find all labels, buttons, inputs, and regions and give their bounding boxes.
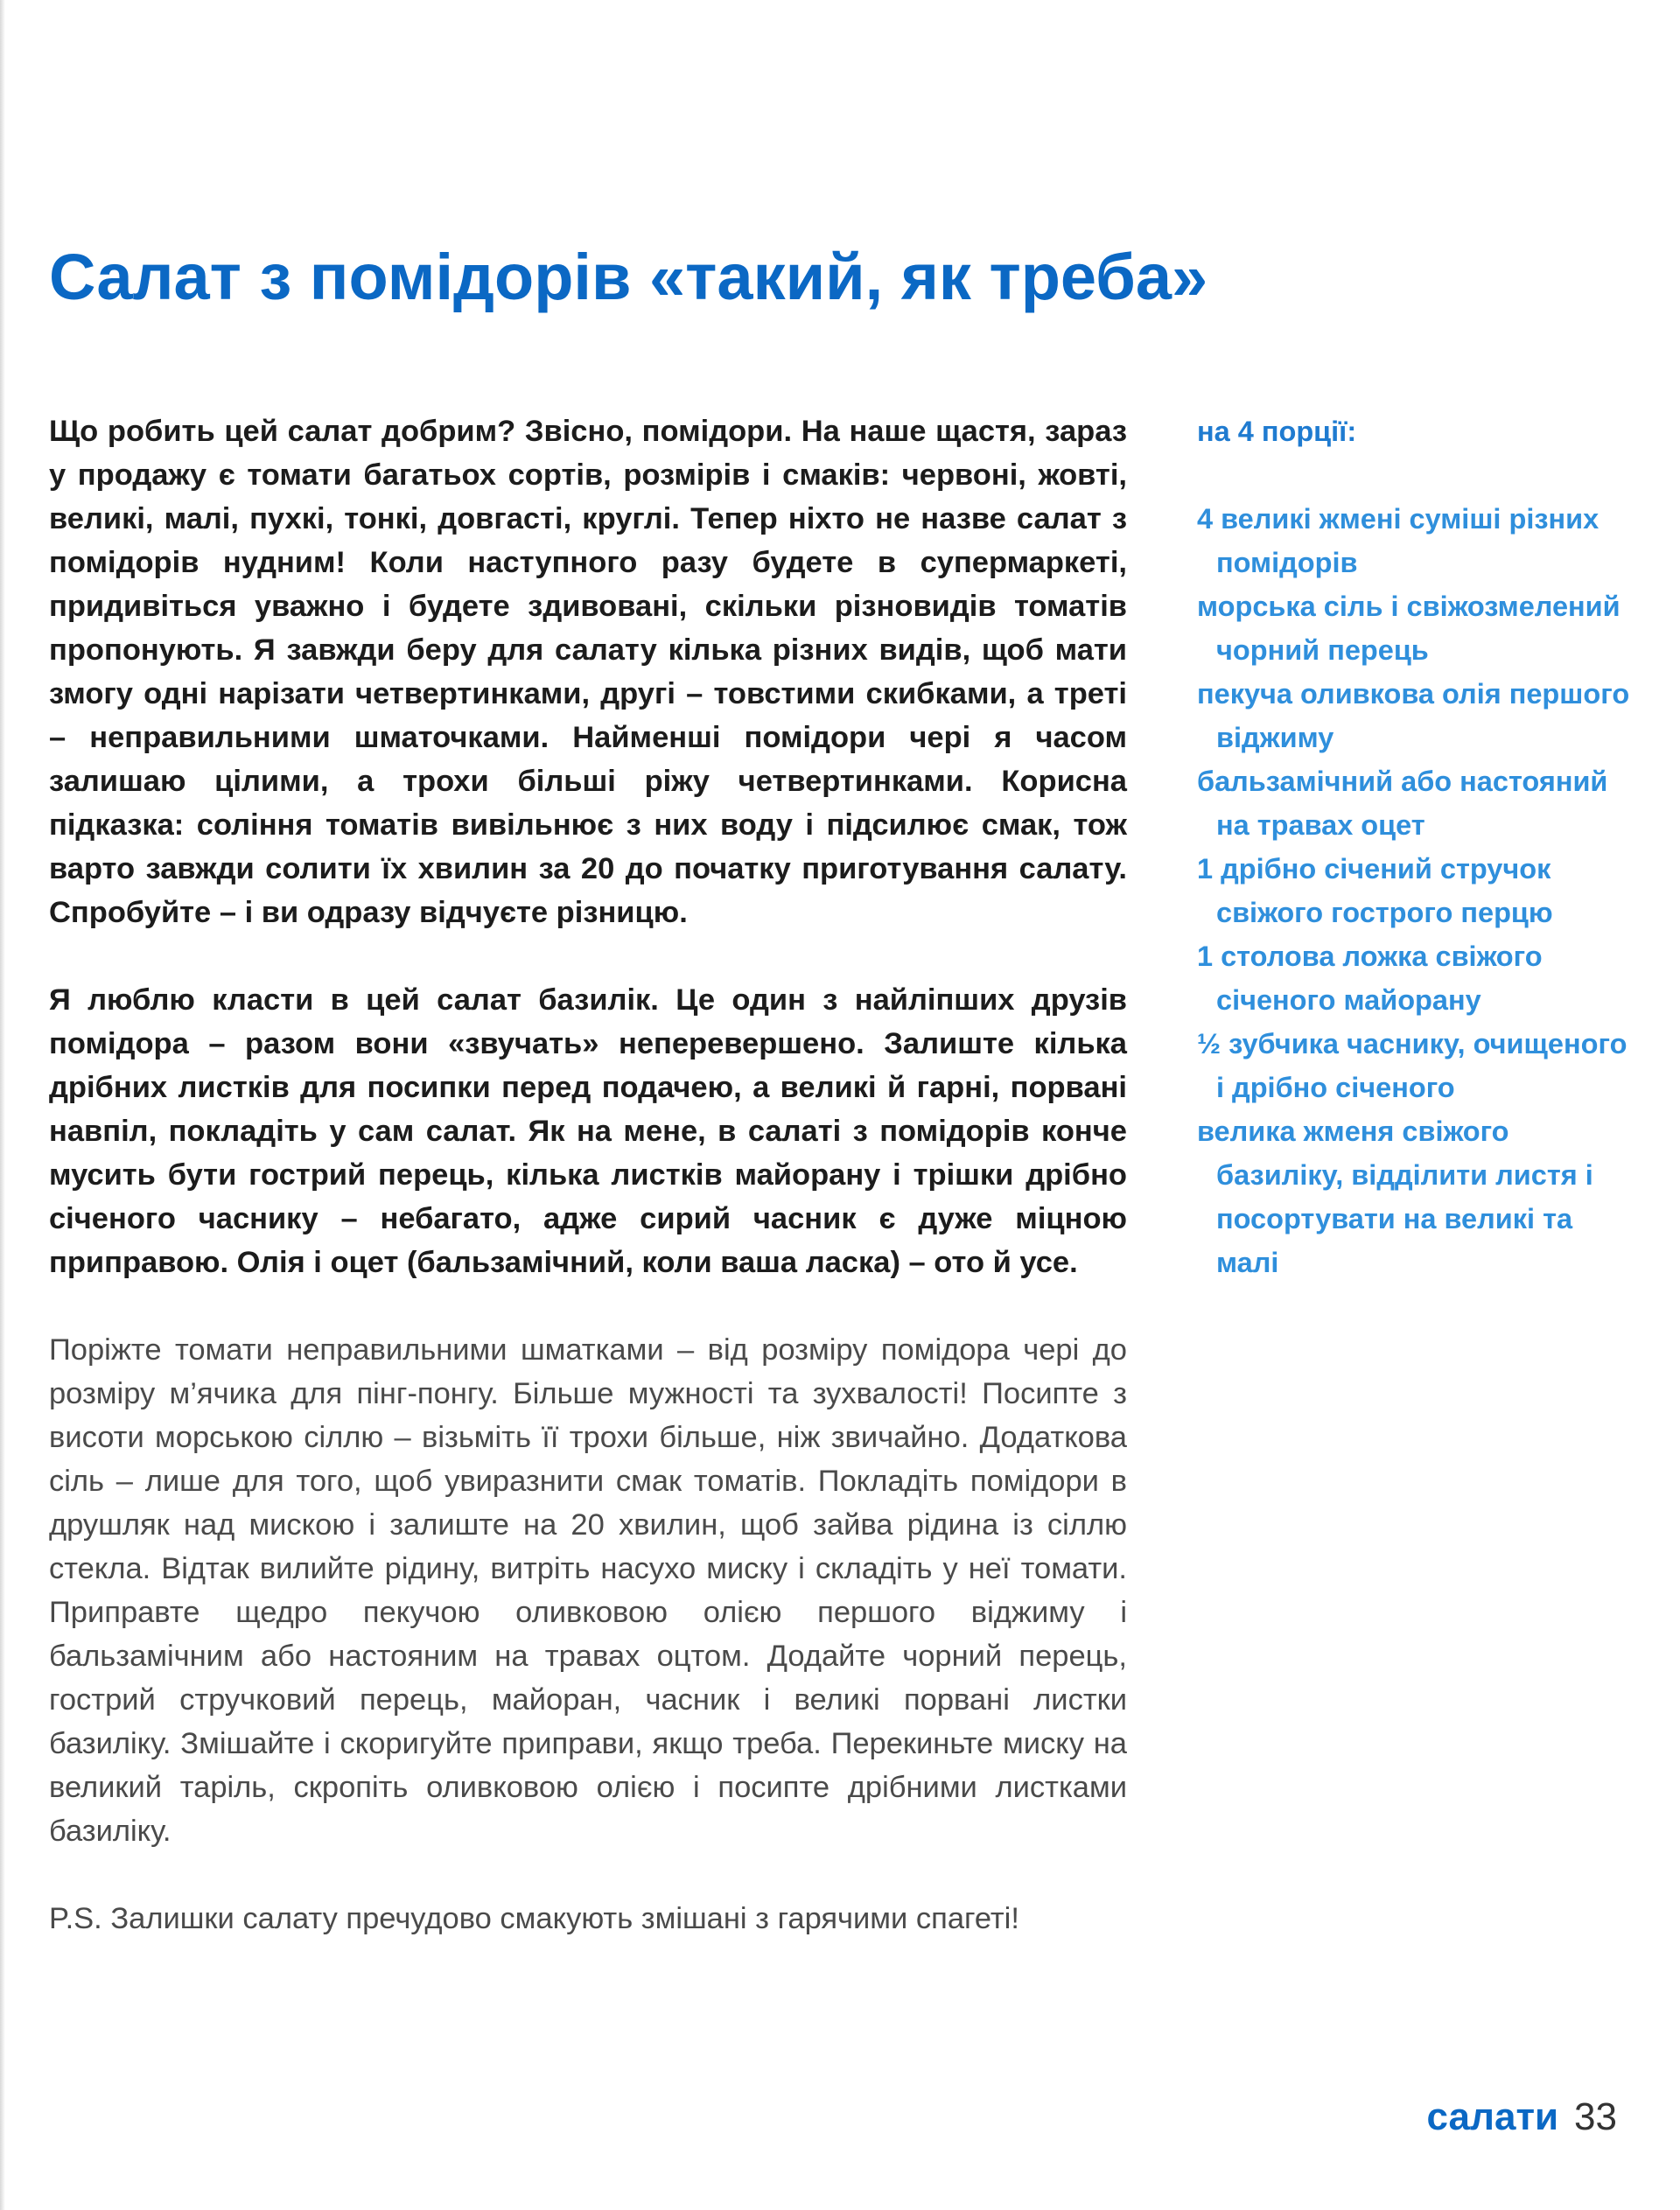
page-edge-shadow (0, 0, 5, 2210)
ingredient-item: ½ зубчика часнику, очищеного і дрібно січеного (1197, 1028, 1628, 1103)
intro-paragraph-2: Я люблю класти в цей салат базилік. Це один з найліпших друзів помідора – разом вони «звучать» неперевершено. Залиште кілька дрібних листків для посипки перед подачею, а великі й гарні, порвані навпіл, покладіть у сам салат. Як на мене, в салаті з помідорів конче мусить бути гострий перець, кілька листків майорану і трішки дрібно січеного часнику – небагато, адже сирий часник є дуже міцною приправою. Олія і оцет (бальзамічний, коли ваша ласка) – ото й усе. (49, 983, 1127, 1279)
page-footer (1427, 2091, 1617, 2144)
ingredient-item: бальзамічний або настояний на травах оцет (1197, 766, 1608, 841)
ingredients-sidebar (1197, 409, 1634, 1284)
ingredient-item: морська сіль і свіжозмелений чорний перець (1197, 591, 1620, 666)
ingredient-item: 1 столова ложка свіжого січеного майорану (1197, 941, 1543, 1016)
ingredient-item: велика жменя свіжого базиліку, відділити листя і посортувати на великі та малі (1197, 1115, 1593, 1278)
ingredient-list (1197, 497, 1634, 1284)
section-name: салати (1426, 2095, 1559, 2138)
postscript: P.S. Залишки салату пречудово смакують змішані з гарячими спагеті! (49, 1902, 1019, 1935)
method-paragraph: Поріжте томати неправильними шматками – від розміру помідора чері до розміру м’ячика для пінг-понгу. Більше мужності та зухвалості! Посипте з висоти морською сіллю – візьміть її трохи більше, ніж звичайно. Додаткова сіль – лише для того, щоб увиразнити смак томатів. Покладіть помідори в друшляк над мискою і залиште на 20 хвилин, щоб зайва рідина із сіллю стекла. Відтак вилийте рідину, витріть насухо миску і складіть у неї томати. Приправте щедро пекучою оливковою олією першого віджиму і бальзамічним або настояним на травах оцтом. Додайте чорний перець, гострий стручковий перець, майоран, часник і великі порвані листки базиліку. Змішайте і скоригуйте приправи, якщо треба. Перекиньте миску на великий таріль, скропіть оливковою олією і посипте дрібними листками базиліку. (49, 1333, 1127, 1848)
page-number: 33 (1574, 2095, 1617, 2138)
recipe-body (49, 409, 1127, 1941)
ingredient-item: 1 дрібно січений стручок свіжого гострого перцю (1197, 853, 1553, 928)
paragraph-gap (49, 1853, 1127, 1897)
ingredient-item: пекуча оливкова олія першого віджиму (1197, 678, 1630, 753)
ingredient-item: 4 великі жмені суміші різних помідорів (1197, 503, 1600, 578)
intro-paragraph-1: Що робить цей салат добрим? Звісно, помідори. На наше щастя, зараз у продажу є томати багатьох сортів, розмірів і смаків: червоні, жовті, великі, малі, пухкі, тонкі, довгасті, круглі. Тепер ніхто не назве салат з помідорів нудним! Коли наступного разу будете в супермаркеті, придивіться уважно і будете здивовані, скільки різновидів томатів пропонують. Я завжди беру для салату кілька різних видів, щоб мати змогу одні нарізати четвертинками, другі – товстими скибками, а треті – неправильними шматочками. Найменші помідори чері я часом залишаю цілими, а трохи більші ріжу четвертинками. Корисна підказка: соління томатів вивільнює з них воду і підсилює смак, тож варто завжди солити їх хвилин за 20 до початку приготування салату. Спробуйте – і ви одразу відчуєте різницю. (49, 415, 1127, 929)
paragraph-gap (49, 934, 1127, 978)
paragraph-gap (49, 1284, 1127, 1328)
recipe-title: Салат з помідорів «такий, як треба» (49, 241, 1208, 313)
servings-label: на 4 порції: (1197, 416, 1357, 447)
